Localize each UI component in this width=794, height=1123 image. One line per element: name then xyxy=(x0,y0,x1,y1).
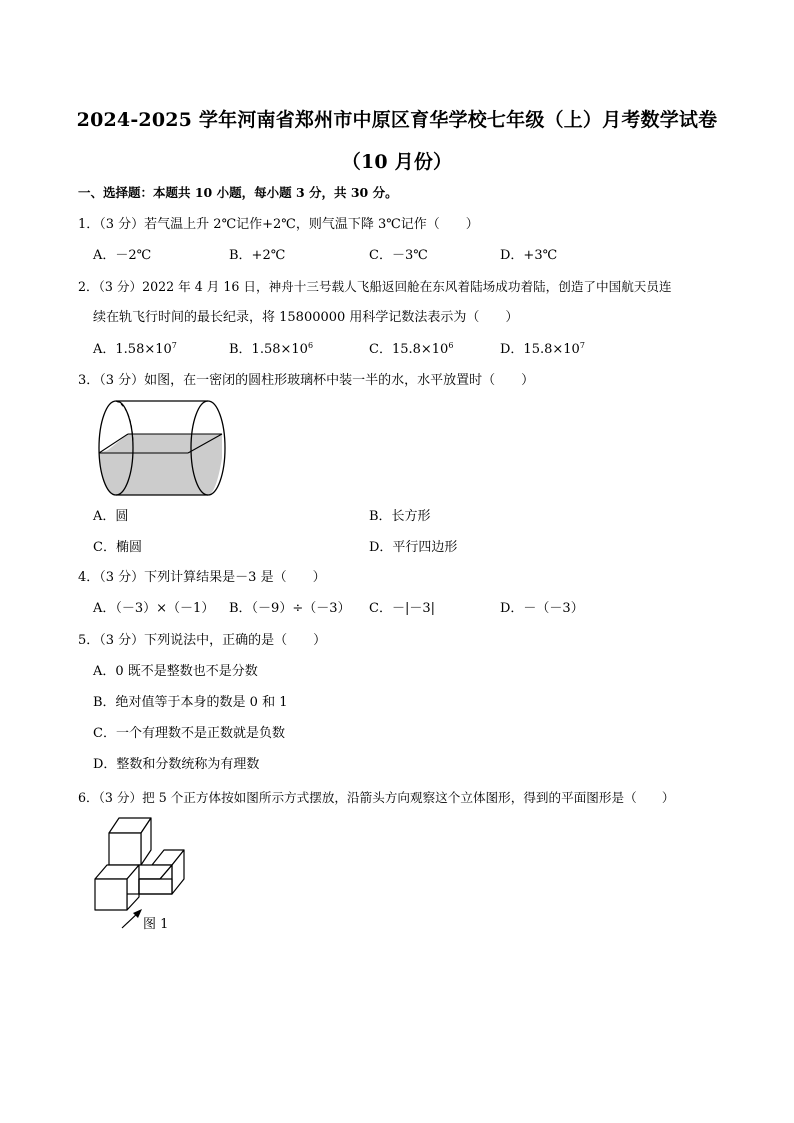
question-3: 3．（3 分）如图，在一密闭的圆柱形玻璃杯中装一半的水，水平放置时（ ） xyxy=(78,373,535,388)
cylinder-figure xyxy=(96,398,228,498)
q1-option-d: D．+3℃ xyxy=(500,248,558,263)
question-5: 5．（3 分）下列说法中，正确的是（ ） xyxy=(78,633,327,648)
q1-option-b: B．+2℃ xyxy=(229,248,286,263)
q4-option-c: C．－|－3| xyxy=(369,601,435,616)
page-title: 2024-2025 学年河南省郑州市中原区育华学校七年级（上）月考数学试卷 xyxy=(76,109,718,131)
q4-option-a: A．（－3）×（－1） xyxy=(93,601,215,616)
water-fill xyxy=(99,434,222,495)
question-4: 4．（3 分）下列计算结果是－3 是（ ） xyxy=(78,570,326,585)
q3-option-d: D．平行四边形 xyxy=(369,540,458,555)
q1-option-c: C．－3℃ xyxy=(369,248,428,263)
q5-option-d: D．整数和分数统称为有理数 xyxy=(93,757,260,772)
question-2-line-2: 续在轨飞行时间的最长纪录，将 15800000 用科学记数法表示为（ ） xyxy=(93,310,519,325)
q3-option-c: C．椭圆 xyxy=(93,540,142,555)
section-heading: 一、选择题：本题共 10 小题，每小题 3 分，共 30 分。 xyxy=(78,185,398,200)
q2-option-a: A．$1.58\times 10^7$ xyxy=(93,341,177,357)
q5-option-b: B．绝对值等于本身的数是 0 和 1 xyxy=(93,695,288,710)
q3-option-a: A．圆 xyxy=(93,509,129,524)
q5-option-c: C．一个有理数不是正数就是负数 xyxy=(93,726,285,741)
q1-option-a: A．－2℃ xyxy=(93,248,152,263)
question-6: 6．（3 分）把 5 个正方体按如图所示方式摆放，沿箭头方向观察这个立体图形，得到的平面图形是（ ） xyxy=(78,790,675,805)
page-subtitle: （10 月份） xyxy=(341,151,453,173)
q2-option-d: D．$15.8\times 10^7$ xyxy=(500,341,585,357)
cubes-figure xyxy=(92,815,192,933)
q3-option-b: B．长方形 xyxy=(369,509,431,524)
q4-option-b: B．（－9）÷（－3） xyxy=(229,601,351,616)
question-1: 1．（3 分）若气温上升 2℃记作+2℃，则气温下降 3℃记作（ ） xyxy=(78,217,479,232)
q2-option-c: C．$15.8\times 10^6$ xyxy=(369,341,454,357)
q4-option-d: D．－（－3） xyxy=(500,601,584,616)
q5-option-a: A．0 既不是整数也不是分数 xyxy=(93,664,258,679)
question-2-line-1: 2．（3 分）2022 年 4 月 16 日，神舟十三号载人飞船返回舱在东风着陆场成功着陆，创造了中国航天员连 xyxy=(78,279,672,294)
q2-option-b: B．$1.58\times 10^6$ xyxy=(229,341,314,357)
figure-label: 图 1 xyxy=(143,917,169,932)
